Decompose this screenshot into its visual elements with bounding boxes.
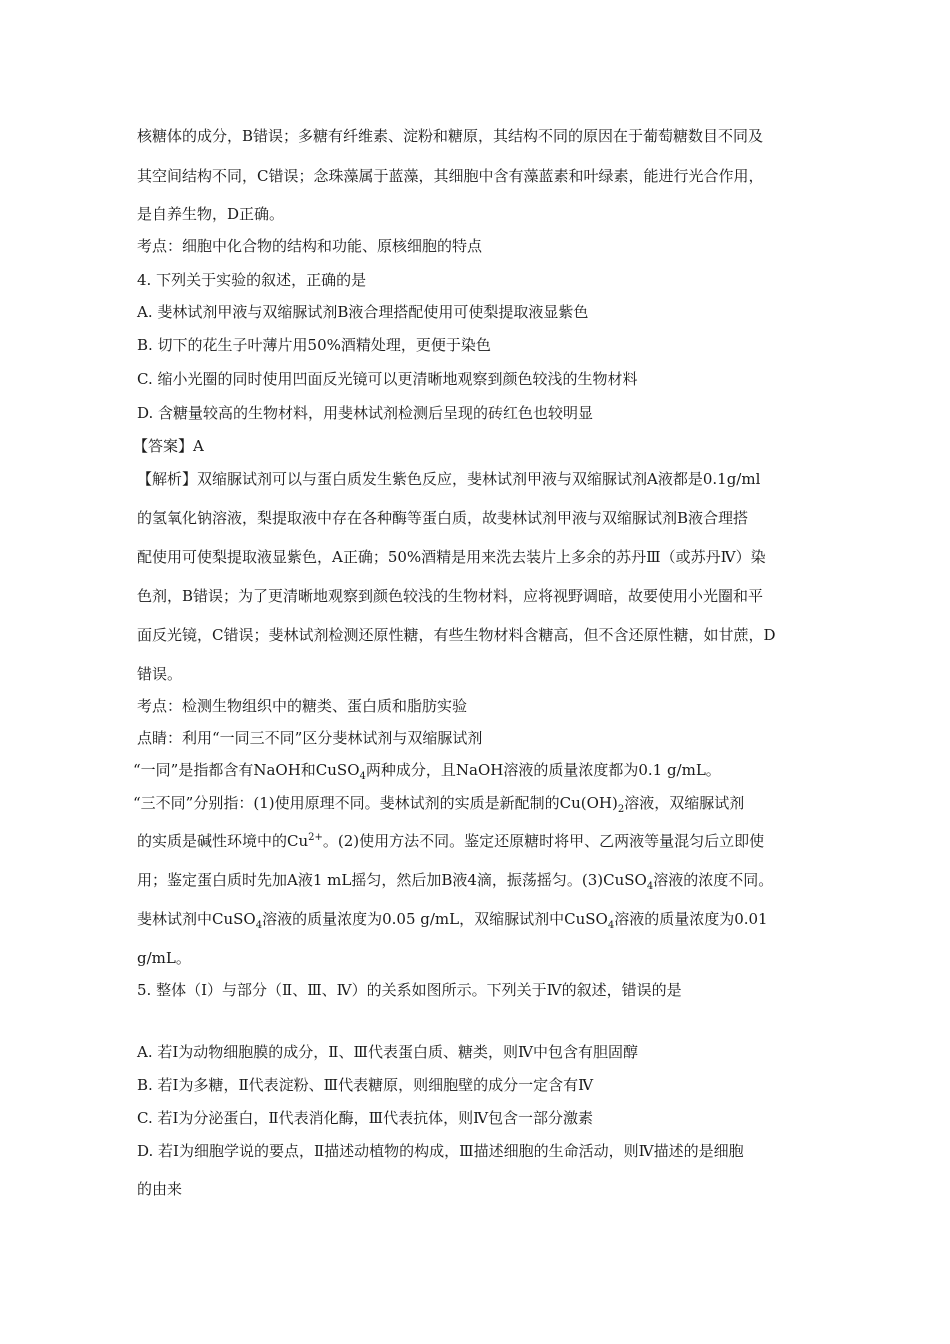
- text-line: 核糖体的成分，B错误；多糖有纤维素、淀粉和糖原，其结构不同的原因在于葡萄糖数目不同及: [137, 127, 764, 145]
- sanbutong-line: g/mL。: [137, 949, 191, 967]
- analysis-line: 的氢氧化钠溶液，梨提取液中存在各种酶等蛋白质，故斐林试剂甲液与双缩脲试剂B液合理搭: [137, 509, 749, 527]
- text-span: 溶液的质量浓度为0.05 g/mL，双缩脲试剂中CuSO: [262, 910, 608, 928]
- text-span: 的实质是碱性环境中的Cu: [137, 832, 309, 850]
- option-b: B. 若Ⅰ为多糖，Ⅱ代表淀粉、Ⅲ代表糖原，则细胞壁的成分一定含有Ⅳ: [137, 1076, 594, 1094]
- answer-line: 【答案】A: [133, 437, 204, 455]
- analysis-line: 色剂，B错误；为了更清晰地观察到颜色较浅的生物材料，应将视野调暗，故要使用小光圈和平: [137, 587, 764, 605]
- option-b: B. 切下的花生子叶薄片用50%酒精处理，更便于染色: [137, 336, 491, 354]
- text-span: 。(2)使用方法不同。鉴定还原糖时将甲、乙两液等量混匀后立即使: [322, 832, 765, 850]
- subscript: 2: [617, 804, 625, 815]
- question-stem: 5. 整体（Ⅰ）与部分（Ⅱ、Ⅲ、Ⅳ）的关系如图所示。下列关于Ⅳ的叙述，错误的是: [137, 981, 682, 999]
- analysis-line: 【解析】双缩脲试剂可以与蛋白质发生紫色反应，斐林试剂甲液与双缩脲试剂A液都是0.1g/ml: [137, 470, 761, 488]
- sanbutong-line: [137, 870, 773, 890]
- text-span: 溶液，双缩脲试剂: [624, 794, 745, 812]
- analysis-line: 配使用可使梨提取液显紫色，A正确；50%酒精是用来洗去装片上多余的苏丹Ⅲ（或苏丹Ⅳ）染: [137, 548, 766, 566]
- option-d: D. 若Ⅰ为细胞学说的要点，Ⅱ描述动植物的构成，Ⅲ描述细胞的生命活动，则Ⅳ描述的是细胞: [137, 1142, 744, 1160]
- subscript: 4: [255, 920, 263, 931]
- text-span: 溶液的质量浓度为0.01: [614, 910, 768, 928]
- analysis-line: 面反光镜，C错误；斐林试剂检测还原性糖，有些生物材料含糖高，但不含还原性糖，如甘蔗，D: [137, 626, 776, 644]
- subscript: 4: [359, 771, 366, 782]
- kaodian-line: 考点：细胞中化合物的结构和功能、原核细胞的特点: [137, 237, 483, 255]
- dianjing-line: 点睛：利用“一同三不同”区分斐林试剂与双缩脲试剂: [137, 729, 483, 747]
- text-line: 其空间结构不同，C错误；念珠藻属于蓝藻，其细胞中含有藻蓝素和叶绿素，能进行光合作用，: [137, 167, 764, 185]
- subscript: 4: [646, 881, 654, 892]
- text-line: 是自养生物，D正确。: [137, 205, 285, 223]
- option-d-continuation: 的由来: [137, 1180, 183, 1198]
- option-a: A. 若Ⅰ为动物细胞膜的成分，Ⅱ、Ⅲ代表蛋白质、糖类，则Ⅳ中包含有胆固醇: [137, 1043, 638, 1061]
- option-c: C. 若Ⅰ为分泌蛋白，Ⅱ代表消化酶，Ⅲ代表抗体，则Ⅳ包含一部分激素: [137, 1109, 594, 1127]
- text-span: 斐林试剂中CuSO: [137, 910, 256, 928]
- option-c: C. 缩小光圈的同时使用凹面反光镜可以更清晰地观察到颜色较浅的生物材料: [137, 370, 638, 388]
- question-stem: 4. 下列关于实验的叙述，正确的是: [137, 271, 367, 289]
- yitong-line: [133, 760, 721, 780]
- subscript: 4: [607, 920, 615, 931]
- sanbutong-line: [133, 793, 744, 813]
- option-a: A. 斐林试剂甲液与双缩脲试剂B液合理搭配使用可使梨提取液显紫色: [137, 303, 589, 321]
- text-span: 用；鉴定蛋白质时先加A液1 mL摇匀，然后加B液4滴，振荡摇匀。(3)CuSO: [137, 871, 647, 889]
- text-span: 溶液的浓度不同。: [653, 871, 774, 889]
- sanbutong-line: [137, 831, 764, 851]
- superscript: 2+: [308, 832, 323, 843]
- text-span: “三不同”分别指：(1)使用原理不同。斐林试剂的实质是新配制的Cu(OH): [133, 794, 618, 812]
- analysis-line: 错误。: [137, 665, 183, 683]
- option-d: D. 含糖量较高的生物材料，用斐林试剂检测后呈现的砖红色也较明显: [137, 404, 594, 422]
- sanbutong-line: [137, 909, 768, 929]
- text-span: 两种成分，且NaOH溶液的质量浓度都为0.1 g/mL。: [365, 761, 721, 779]
- text-span: “一同”是指都含有NaOH和CuSO: [133, 761, 360, 779]
- kaodian-line: 考点：检测生物组织中的糖类、蛋白质和脂肪实验: [137, 697, 468, 715]
